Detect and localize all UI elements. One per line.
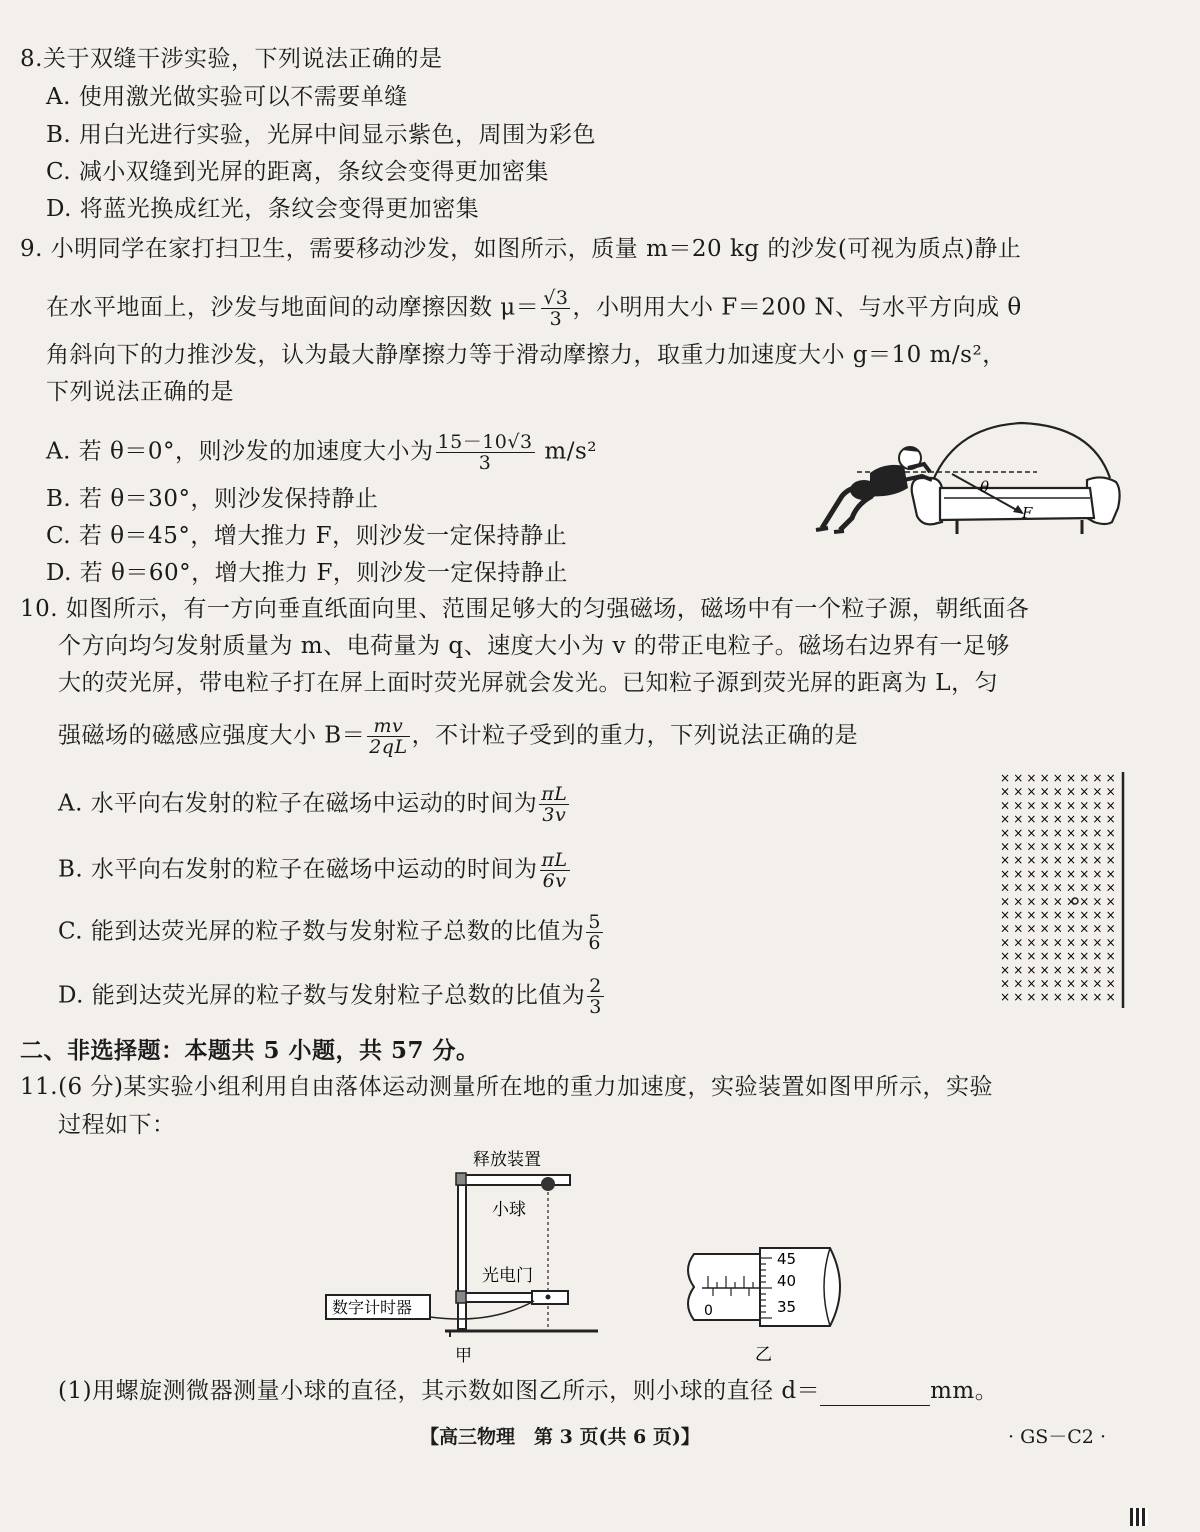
field-cross-mark: × [1079,976,1090,991]
field-cross-mark: × [1000,880,1011,895]
q11-line1: 11.(6 分)某实验小组利用自由落体运动测量所在地的重力加速度，实验装置如图甲所示，实验 [20,1074,993,1100]
q9-option-a [46,432,597,473]
qr-code-icon [1130,1508,1148,1526]
field-cross-mark: × [1000,866,1011,881]
field-cross-mark: × [1092,894,1103,909]
field-cross-mark: × [1052,771,1063,785]
section-2-heading: 二、非选择题：本题共 5 小题，共 57 分。 [20,1037,480,1064]
q9-line2-pre: 在水平地面上，沙发与地面间的动摩擦因数 μ＝ [46,294,540,321]
field-cross-mark: × [1052,866,1063,881]
field-cross-mark: × [1052,894,1063,909]
field-cross-mark: × [1105,962,1116,977]
q8-option-d: D. 将蓝光换成红光，条纹会变得更加密集 [46,196,480,222]
field-cross-mark: × [1026,798,1037,813]
field-cross-mark: × [1105,812,1116,827]
field-cross-mark: × [1066,949,1077,964]
field-cross-mark: × [1092,880,1103,895]
field-cross-mark: × [1013,853,1024,868]
field-cross-mark: × [1105,825,1116,840]
q10-line2: 个方向均匀发射质量为 m、电荷量为 q、速度大小为 v 的带正电粒子。磁场右边界有一足够 [58,633,1010,659]
field-cross-mark: × [1039,976,1050,991]
field-cross-mark: × [1066,798,1077,813]
field-cross-mark: × [1079,866,1090,881]
q11-sub1-unit: mm。 [930,1378,999,1404]
field-cross-mark: × [1013,825,1024,840]
B-fraction [367,716,409,757]
q10-option-a [58,784,571,825]
field-cross-mark: × [1092,962,1103,977]
field-cross-mark: × [1013,839,1024,854]
field-cross-mark: × [1039,798,1050,813]
field-cross-mark: × [1079,908,1090,922]
field-cross-mark: × [1026,771,1037,785]
field-cross-mark: × [1000,935,1011,950]
q10-option-a-denominator: 3v [542,804,567,826]
field-cross-mark: × [1026,839,1037,854]
field-cross-mark: × [1013,812,1024,827]
field-cross-mark: × [1000,784,1011,799]
field-cross-mark: × [1079,990,1090,1005]
field-cross-mark: × [1052,976,1063,991]
q9-line4: 下列说法正确的是 [46,379,234,405]
field-cross-mark: × [1105,921,1116,936]
q8-option-c: C. 减小双缝到光屏的距离，条纹会变得更加密集 [46,159,549,185]
field-cross-mark: × [1092,825,1103,840]
field-cross-mark: × [1000,962,1011,977]
field-cross-mark: × [1066,771,1077,785]
field-cross-mark: × [1066,921,1077,936]
field-cross-mark: × [1039,812,1050,827]
field-cross-mark: × [1039,784,1050,799]
field-cross-mark: × [1066,853,1077,868]
field-cross-mark: × [1039,935,1050,950]
field-cross-mark: × [1052,798,1063,813]
field-cross-mark: × [1039,908,1050,922]
field-cross-mark: × [1079,921,1090,936]
field-cross-mark: × [1000,853,1011,868]
field-cross-mark: × [1000,976,1011,991]
ball [541,1177,555,1191]
field-cross-mark: × [1092,812,1103,827]
field-cross-mark: × [1066,866,1077,881]
label-photogate: 光电门 [482,1266,533,1286]
field-cross-mark: × [1092,798,1103,813]
q9-line1: 9. 小明同学在家打扫卫生，需要移动沙发，如图所示，质量 m＝20 kg 的沙发(可视为质点)静止 [20,236,1022,262]
field-cross-mark: × [1105,866,1116,881]
field-cross-mark: × [1013,771,1024,785]
field-cross-mark: × [1013,921,1024,936]
q10-option-a-pre: A. 水平向右发射的粒子在磁场中运动的时间为 [58,790,538,817]
micrometer-thimble [760,1248,840,1326]
field-cross-mark: × [1013,880,1024,895]
scale-40-label: 40 [777,1272,797,1290]
B-numerator: mv [367,716,409,737]
field-cross-mark: × [1079,880,1090,895]
field-cross-mark: × [1039,880,1050,895]
field-cross-mark: × [1000,839,1011,854]
field-cross-mark: × [1039,853,1050,868]
field-cross-mark: × [1092,990,1103,1005]
field-cross-mark: × [1000,921,1011,936]
q8-option-b: B. 用白光进行实验，光屏中间显示紫色，周围为彩色 [46,122,597,148]
field-cross-mark: × [1052,935,1063,950]
scale-35-label: 35 [777,1298,797,1316]
field-cross-mark: × [1026,990,1037,1005]
field-cross-mark: × [1039,825,1050,840]
field-cross-mark: × [1105,853,1116,868]
force-label: F [1022,504,1033,522]
q10-option-d-denominator: 3 [589,996,602,1018]
field-cross-mark: × [1066,880,1077,895]
q10-option-d-pre: D. 能到达荧光屏的粒子数与发射粒子总数的比值为 [58,982,586,1009]
field-cross-mark: × [1092,908,1103,922]
field-cross-mark: × [1013,976,1024,991]
q9-option-a-denominator: 3 [478,452,492,474]
field-cross-mark: × [1026,866,1037,881]
field-cross-mark: × [1026,853,1037,868]
field-cross-mark: × [1013,908,1024,922]
field-cross-mark: × [1052,962,1063,977]
field-cross-mark: × [1026,962,1037,977]
field-cross-mark: × [1052,812,1063,827]
field-cross-mark: × [1105,908,1116,922]
field-cross-mark: × [1079,798,1090,813]
field-cross-mark: × [1039,990,1050,1005]
q10-option-c-denominator: 6 [588,932,601,954]
field-cross-mark: × [1052,990,1063,1005]
q10-option-d [58,976,606,1017]
field-cross-mark: × [1052,880,1063,895]
field-cross-mark: × [1013,949,1024,964]
B-denominator: 2qL [369,736,408,758]
field-cross-mark: × [1079,962,1090,977]
q9-option-a-numerator: 15－10√3 [437,431,533,453]
field-cross-mark: × [1013,962,1024,977]
field-cross-mark: × [1000,908,1011,922]
q10-line4-pre: 强磁场的磁感应强度大小 B＝ [58,722,366,749]
label-digital-timer: 数字计时器 [332,1298,413,1317]
q9-option-d: D. 若 θ＝60°，增大推力 F，则沙发一定保持静止 [46,560,568,586]
field-cross-mark: × [1105,771,1116,785]
field-cross-mark: × [1066,935,1077,950]
field-cross-mark: × [1052,839,1063,854]
field-cross-mark: × [1079,853,1090,868]
field-cross-mark: × [1066,976,1077,991]
field-cross-mark: × [1039,771,1050,785]
field-crosses [1000,771,1116,1004]
field-cross-mark: × [1079,839,1090,854]
q11-sub1-pre: (1)用螺旋测微器测量小球的直径，其示数如图乙所示，则小球的直径 d＝ [58,1378,821,1404]
field-cross-mark: × [1026,784,1037,799]
field-cross-mark: × [1000,894,1011,909]
q10-line4 [58,716,858,757]
field-cross-mark: × [1105,784,1116,799]
field-cross-mark: × [1066,962,1077,977]
q10-line3: 大的荧光屏，带电粒子打在屏上面时荧光屏就会发光。已知粒子源到荧光屏的距离为 L，匀 [58,670,999,696]
footer-page-info: 【高三物理 第 3 页(共 6 页)】 [420,1426,700,1448]
field-cross-mark: × [1039,921,1050,936]
q9-option-a-unit: m/s² [544,438,597,465]
field-cross-mark: × [1105,798,1116,813]
q10-option-a-fraction [539,784,569,825]
q10-option-c [58,912,605,953]
field-cross-mark: × [1092,853,1103,868]
mu-fraction [541,288,570,329]
field-cross-mark: × [1092,784,1103,799]
field-cross-mark: × [1092,921,1103,936]
q10-line1: 10. 如图所示，有一方向垂直纸面向里、范围足够大的匀强磁场，磁场中有一个粒子源，朝纸面各 [20,596,1030,622]
field-cross-mark: × [1026,894,1037,909]
field-cross-mark: × [1079,812,1090,827]
field-cross-mark: × [1000,949,1011,964]
field-cross-mark: × [1066,894,1077,909]
field-cross-mark: × [1013,894,1024,909]
field-cross-mark: × [1000,825,1011,840]
sofa-push-figure [812,418,1127,548]
field-cross-mark: × [1092,771,1103,785]
label-yi: 乙 [755,1345,772,1365]
field-cross-mark: × [1092,976,1103,991]
field-cross-mark: × [1026,921,1037,936]
field-cross-mark: × [1105,880,1116,895]
field-cross-mark: × [1052,908,1063,922]
field-cross-mark: × [1066,812,1077,827]
q9-option-b: B. 若 θ＝30°，则沙发保持静止 [46,486,379,512]
q10-line4-post: ，不计粒子受到的重力，下列说法正确的是 [411,722,859,749]
field-cross-mark: × [1000,990,1011,1005]
micrometer-sleeve [688,1254,760,1320]
magnetic-field-figure [995,770,1130,1010]
q11-line2: 过程如下： [58,1112,176,1138]
q9-option-c: C. 若 θ＝45°，增大推力 F，则沙发一定保持静止 [46,523,568,549]
q10-option-d-numerator: 2 [589,975,602,997]
field-cross-mark: × [1066,908,1077,922]
field-cross-mark: × [1039,894,1050,909]
field-cross-mark: × [1000,812,1011,827]
field-cross-mark: × [1105,976,1116,991]
field-cross-mark: × [1052,949,1063,964]
q10-option-a-numerator: πL [541,783,568,805]
q8-stem: 8.关于双缝干涉实验，下列说法正确的是 [20,46,443,72]
q9-line3: 角斜向下的力推沙发，认为最大静摩擦力等于滑动摩擦力，取重力加速度大小 g＝10 m/s²， [46,342,1006,368]
field-cross-mark: × [1092,935,1103,950]
field-cross-mark: × [1013,798,1024,813]
field-cross-mark: × [1026,825,1037,840]
q9-line2-post: ，小明用大小 F＝200 N、与水平方向成 θ [572,294,1022,321]
field-cross-mark: × [1039,866,1050,881]
field-cross-mark: × [1039,949,1050,964]
label-release-device: 释放装置 [473,1150,541,1170]
q10-option-c-numerator: 5 [588,911,601,933]
footer-code: · GS－C2 · [1008,1426,1106,1448]
mu-denominator: 3 [549,308,563,330]
field-cross-mark: × [1066,990,1077,1005]
q10-option-c-pre: C. 能到达荧光屏的粒子数与发射粒子总数的比值为 [58,918,585,945]
q10-option-b-denominator: 6v [542,870,567,892]
theta-label: θ [980,478,990,496]
sofa-left-arm [912,478,942,524]
field-cross-mark: × [1079,784,1090,799]
field-cross-mark: × [1013,935,1024,950]
micrometer-figure [680,1240,860,1370]
field-cross-mark: × [1026,976,1037,991]
field-cross-mark: × [1079,894,1090,909]
mu-numerator: √3 [543,287,569,309]
scale-45-label: 45 [777,1250,797,1268]
q10-option-c-fraction [586,912,603,953]
q10-option-d-fraction [587,976,604,1017]
field-cross-mark: × [1066,839,1077,854]
field-cross-mark: × [1026,812,1037,827]
field-cross-mark: × [1079,949,1090,964]
field-cross-mark: × [1066,825,1077,840]
q9-option-a-pre: A. 若 θ＝0°，则沙发的加速度大小为 [46,438,434,465]
label-ball: 小球 [492,1200,526,1220]
field-cross-mark: × [1079,771,1090,785]
q10-option-b-fraction [540,850,570,891]
q10-option-b-numerator: πL [541,849,568,871]
field-cross-mark: × [1013,990,1024,1005]
field-cross-mark: × [1105,839,1116,854]
field-cross-mark: × [1079,825,1090,840]
answer-blank[interactable] [820,1383,930,1406]
scale-0-label: 0 [704,1303,713,1319]
field-cross-mark: × [1079,935,1090,950]
q11-sub1 [58,1376,998,1406]
field-cross-mark: × [1026,949,1037,964]
label-jia: 甲 [455,1346,472,1366]
timer-cable [430,1301,534,1319]
q9-line2 [46,288,1022,329]
q8-option-a: A. 使用激光做实验可以不需要单缝 [46,84,408,110]
field-cross-mark: × [1092,949,1103,964]
free-fall-apparatus-figure [320,1145,610,1370]
q10-option-b-pre: B. 水平向右发射的粒子在磁场中运动的时间为 [58,856,538,883]
field-cross-mark: × [1039,839,1050,854]
field-cross-mark: × [1052,853,1063,868]
field-cross-mark: × [1105,935,1116,950]
field-cross-mark: × [1000,771,1011,785]
sofa-back [930,423,1110,488]
q9-option-a-fraction [436,432,535,473]
field-cross-mark: × [1013,866,1024,881]
field-cross-mark: × [1013,784,1024,799]
field-cross-mark: × [1026,935,1037,950]
q10-option-b [58,850,572,891]
field-cross-mark: × [1052,921,1063,936]
field-cross-mark: × [1026,908,1037,922]
field-cross-mark: × [1092,866,1103,881]
field-cross-mark: × [1039,962,1050,977]
field-cross-mark: × [1105,990,1116,1005]
field-cross-mark: × [1000,798,1011,813]
field-cross-mark: × [1105,949,1116,964]
field-cross-mark: × [1026,880,1037,895]
field-cross-mark: × [1092,839,1103,854]
stand-post [458,1179,466,1329]
field-cross-mark: × [1052,825,1063,840]
sofa-seat [940,488,1094,520]
field-cross-mark: × [1066,784,1077,799]
field-cross-mark: × [1105,894,1116,909]
field-cross-mark: × [1052,784,1063,799]
